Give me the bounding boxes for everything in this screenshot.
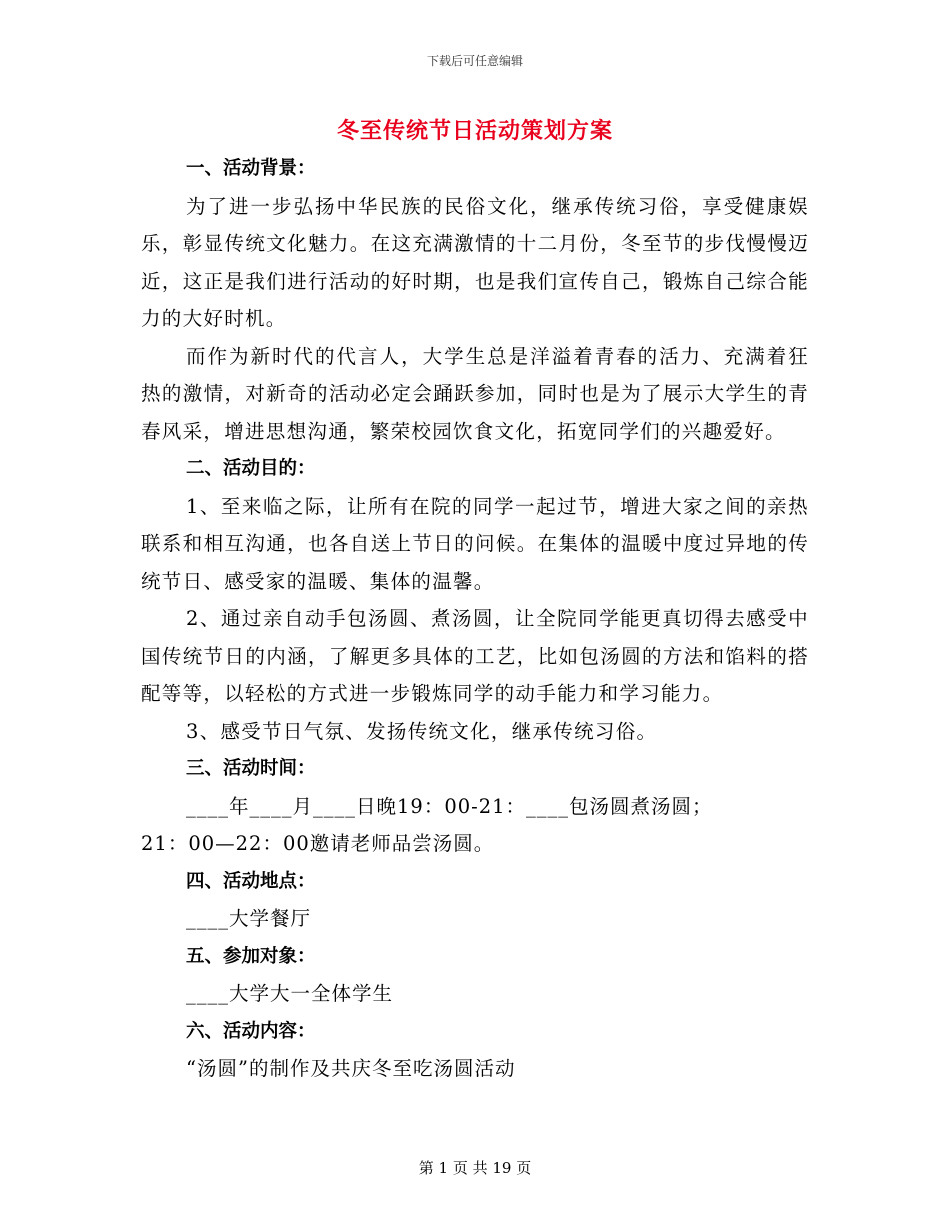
section-heading-purpose: 二、活动目的： (186, 458, 316, 479)
paragraph: 为了进一步弘扬中华民族的民俗文化，继承传统习俗，享受健康娱乐，彰显传统文化魅力。在这充满激情的十二月份，冬至节的步伐慢慢迈近，这正是我们进行活动的好时期，也是我们宣传自己，锻炼自己综合能力的大好时机。 (141, 194, 809, 330)
document-body (141, 150, 809, 1088)
paragraph: 2、通过亲自动手包汤圆、煮汤圆，让全院同学能更真切得去感受中国传统节日的内涵，了解更多具体的工艺，比如包汤圆的方法和馅料的搭配等等，以轻松的方式进一步锻炼同学的动手能力和学习能力。 (141, 607, 809, 705)
document-title: 冬至传统节日活动策划方案 (336, 118, 613, 144)
text-line: ____大学餐厅 (186, 907, 312, 930)
text-line: 21：00—22：00邀请老师品尝汤圆。 (141, 832, 495, 855)
section-heading-time: 三、活动时间： (186, 758, 316, 779)
text-line: ____年____月____日晚19：00-21：____包汤圆煮汤圆； (186, 794, 713, 818)
section-heading-background: 一、活动背景： (186, 158, 316, 179)
paragraph: 而作为新时代的代言人，大学生总是洋溢着青春的活力、充满着狂热的激情，对新奇的活动必定会踊跃参加，同时也是为了展示大学生的青春风采，增进思想沟通，繁荣校园饮食文化，拓宽同学们的兴趣爱好。 (141, 344, 809, 443)
section-heading-location: 四、活动地点： (186, 870, 316, 892)
text-line: “汤圆”的制作及共庆冬至吃汤圆活动 (186, 1057, 516, 1080)
page-number: 第 1 页 共 19 页 (418, 1159, 532, 1177)
header-note: 下载后可任意编辑 (426, 54, 523, 68)
paragraph: 3、感受节日气氛、发扬传统文化，继承传统习俗。 (186, 719, 658, 743)
section-heading-content: 六、活动内容： (186, 1020, 316, 1042)
paragraph: 1、至来临之际，让所有在院的同学一起过节，增进大家之间的亲热联系和相互沟通，也各自送上节日的问候。在集体的温暖中度过异地的传统节日、感受家的温暖、集体的温馨。 (141, 494, 809, 593)
text-line: ____大学大一全体学生 (186, 982, 394, 1005)
section-heading-participants: 五、参加对象： (186, 945, 316, 967)
